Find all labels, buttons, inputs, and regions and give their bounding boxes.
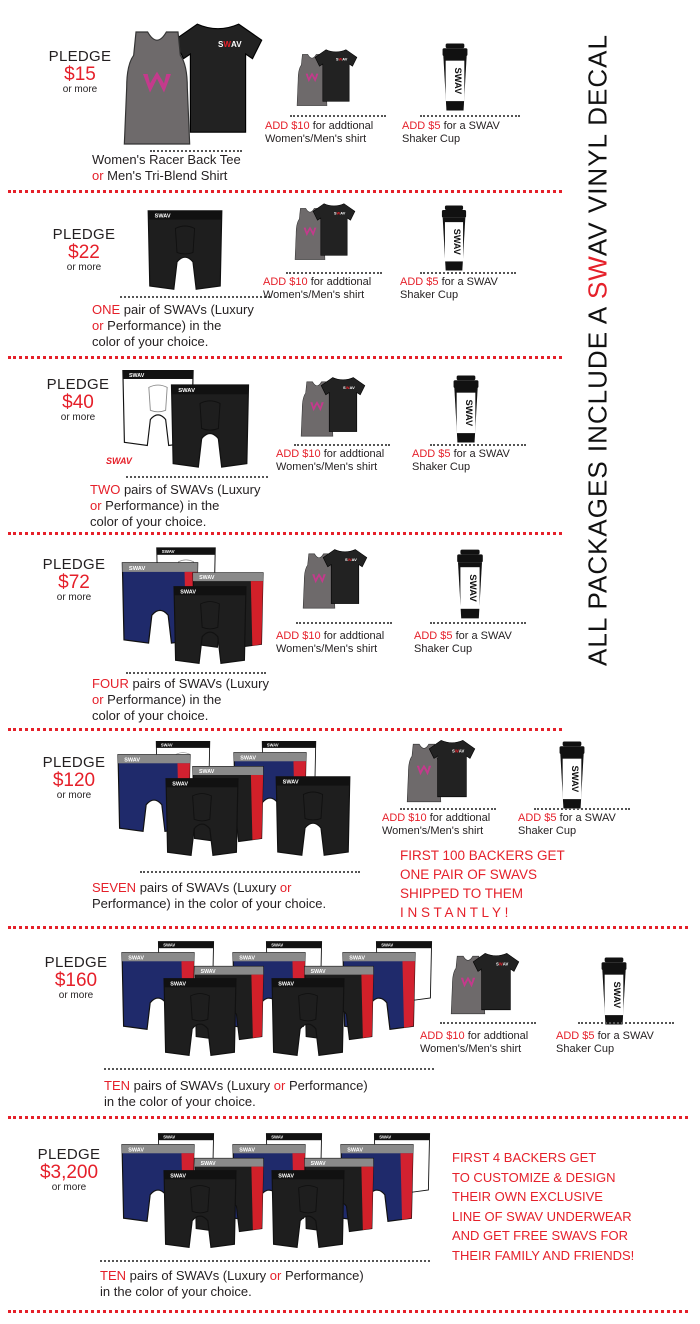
brand-logo: SWAV [106,456,132,466]
tank-image [122,28,192,148]
separator [8,1116,688,1119]
cup-image [596,956,632,1026]
addon-tee-image [314,44,358,106]
addon-tee-image [322,544,368,608]
addon-tee-image [312,198,356,260]
cup-image [554,740,590,810]
addon-shirt: ADD $10 for addtional Women's/Men's shirt [382,812,491,837]
boxer-brief-black [160,774,244,860]
promo-first-4: FIRST 4 BACKERS GET TO CUSTOMIZE & DESIGN THEIR OWN EXCLUSIVE LINE OF SWAV UNDERWEAR AND GET FREE SWAVS FOR THEIR FAMILY AND FRIENDS! [452,1150,635,1263]
addon-cup: ADD $5 for a SWAV Shaker Cup [556,1030,654,1055]
tier-description: Women's Racer Back Tee or Men's Tri-Blend Shirt [92,152,241,183]
pledge-label: PLEDGE [44,954,108,971]
addon-shirt: ADD $10 for addtional Women's/Men's shirt [276,448,385,473]
separator [8,356,562,359]
tier-15 [0,0,570,190]
boxer-brief-black [168,582,252,668]
addon-shirt: ADD $10 for addtional Women's/Men's shirt [420,1030,529,1055]
or-more: or more [56,592,92,603]
promo-first-100: FIRST 100 BACKERS GET ONE PAIR OF SWAVS SHIPPED TO THEM I N S T A N T L Y ! [400,848,565,920]
tier-40 [0,362,570,530]
separator [8,190,562,193]
addon-shirt: ADD $10 for addtional Women's/Men's shirt [276,630,385,655]
cup-image [448,374,484,444]
cup-image [436,204,472,272]
boxer-brief-black [266,974,350,1060]
boxer-brief-black [158,974,242,1060]
boxer-brief-black [270,772,356,860]
addon-shirt: ADD $10 for addtional Women's/Men's shirt [265,120,374,145]
boxer-brief-black [266,1166,350,1252]
or-more: or more [58,990,94,1001]
or-more: or more [60,412,96,423]
tier-description: SEVEN pairs of SWAVs (Luxury or Performance) in the color of your choice. [92,880,327,911]
separator [8,532,562,535]
addon-cup: ADD $5 for a SWAV Shaker Cup [402,120,500,145]
addon-tee-image [472,948,520,1014]
addon-shirt: ADD $10 for addtional Women's/Men's shirt [263,276,372,301]
separator [8,1310,688,1313]
tier-160 [0,932,700,1112]
tier-22 [0,196,570,354]
cup-image [437,42,473,112]
separator [8,728,562,731]
pledge-amount: $160 [54,970,98,991]
tier-72 [0,538,570,722]
pledge-label: PLEDGE [42,556,106,573]
addon-cup: ADD $5 for a SWAV Shaker Cup [412,448,510,473]
or-more: or more [51,1182,87,1193]
pledge-amount: $72 [58,572,90,593]
tier-120 [0,734,700,918]
pledge-amount: $120 [52,770,96,791]
pledge-amount: $40 [62,392,94,413]
addon-tee-image [428,736,476,800]
addon-cup: ADD $5 for a SWAV Shaker Cup [518,812,616,837]
separator [8,926,688,929]
tier-description: ONE pair of SWAVs (Luxury or Performance) in the color of your choice. [92,302,254,349]
addon-cup: ADD $5 for a SWAV Shaker Cup [414,630,512,655]
tier-3200 [0,1122,700,1322]
pledge-label: PLEDGE [46,376,110,393]
addon-tee-image [320,372,366,436]
pledge-label: PLEDGE [52,226,116,243]
addon-cup: ADD $5 for a SWAV Shaker Cup [400,276,498,301]
pledge-label: PLEDGE [48,48,112,65]
boxer-brief-black [140,206,230,294]
tier-description: TEN pairs of SWAVs (Luxury or Performance) in the color of your choice. [100,1268,364,1299]
banner-text: ALL PACKAGES INCLUDE A SWAV VINYL DECAL [582,34,613,666]
cup-image [452,548,488,620]
boxer-brief-black [158,1166,242,1252]
tier-description: TWO pairs of SWAVs (Luxury or Performance) in the color of your choice. [90,482,261,529]
pledge-amount: $15 [64,64,96,85]
pledge-amount: $22 [68,242,100,263]
pledge-label: PLEDGE [37,1146,101,1163]
pledge-amount: $3,200 [39,1162,99,1183]
or-more: or more [56,790,92,801]
or-more: or more [66,262,102,273]
tier-description: TEN pairs of SWAVs (Luxury or Performance) in the color of your choice. [104,1078,368,1109]
tier-description: FOUR pairs of SWAVs (Luxury or Performance) in the color of your choice. [92,676,269,723]
pledge-label: PLEDGE [42,754,106,771]
vinyl-decal-banner [578,10,618,690]
or-more: or more [62,84,98,95]
boxer-brief-black [164,380,256,472]
